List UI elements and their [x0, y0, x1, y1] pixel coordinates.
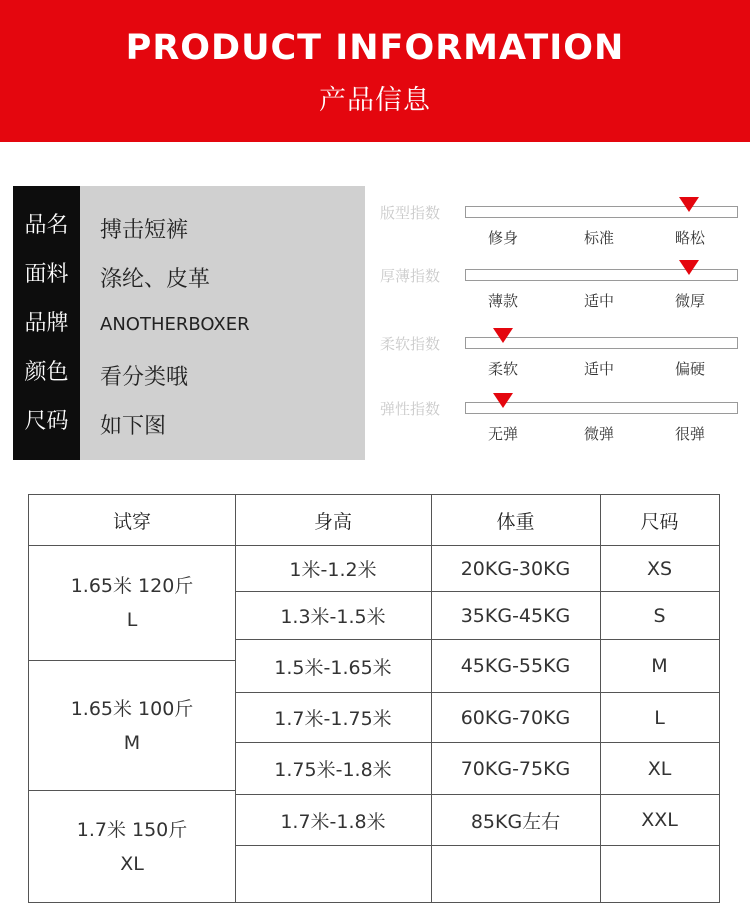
- info-labels-column: [13, 186, 80, 460]
- index-option: 微弹: [584, 425, 615, 443]
- table-cell-height: 1.75米-1.8米: [274, 759, 392, 781]
- size-table: [28, 494, 720, 903]
- info-label-brand: 品牌: [24, 311, 69, 336]
- info-label-fabric: 面料: [24, 262, 69, 287]
- title-chinese: 产品信息: [319, 85, 431, 116]
- table-cell-size: S: [653, 604, 666, 627]
- title-english: PRODUCT INFORMATION: [125, 28, 625, 68]
- index-marker-icon: [679, 260, 699, 275]
- info-value-name: 搏击短裤: [100, 218, 189, 243]
- table-cell-weight: [431, 846, 600, 902]
- table-cell-height: 1.7米-1.8米: [280, 810, 386, 833]
- table-cell-size: L: [654, 706, 665, 729]
- table-cell-size: XXL: [641, 809, 678, 831]
- index-option: 微厚: [675, 292, 706, 310]
- index-name: 柔软指数: [380, 335, 441, 353]
- trial-size: L: [126, 609, 138, 631]
- index-softness: [380, 333, 740, 383]
- header-trial: 试穿: [112, 510, 151, 533]
- index-option: 适中: [584, 360, 615, 378]
- table-cell-size: XS: [646, 557, 673, 580]
- info-label-color: 颜色: [24, 360, 69, 385]
- index-name: 版型指数: [380, 204, 441, 222]
- index-option: 偏硬: [675, 360, 706, 378]
- index-thickness: [380, 265, 740, 315]
- trial-body: 1.65米 120斤: [70, 575, 194, 597]
- index-option: 很弹: [675, 425, 706, 443]
- product-info-block: [13, 186, 365, 460]
- table-cell-size: XL: [647, 757, 672, 780]
- table-cell-weight: 85KG左右: [470, 810, 561, 833]
- table-cell-height: 1米-1.2米: [289, 559, 377, 581]
- index-option: 标准: [584, 229, 615, 247]
- trial-cell: [29, 791, 235, 902]
- trial-size: XL: [120, 852, 144, 875]
- trial-size: M: [123, 731, 141, 754]
- index-marker-icon: [493, 328, 513, 343]
- table-cell-size: [600, 846, 719, 902]
- index-elasticity: [380, 398, 740, 448]
- table-cell-height: 1.3米-1.5米: [280, 606, 386, 628]
- index-option: 薄款: [488, 292, 519, 310]
- index-option: 柔软: [488, 360, 519, 378]
- header-height: 身高: [313, 510, 352, 533]
- info-value-fabric: 涤纶、皮革: [100, 267, 211, 292]
- info-value-brand: ANOTHERBOXER: [100, 314, 250, 335]
- trial-cell: [29, 661, 235, 790]
- table-cell-height: 1.7米-1.75米: [274, 708, 392, 730]
- info-values-column: [80, 186, 365, 460]
- index-name: 弹性指数: [380, 400, 441, 418]
- table-cell-size: M: [651, 655, 668, 677]
- index-option: 修身: [488, 229, 519, 247]
- table-cell-weight: 35KG-45KG: [460, 604, 571, 627]
- index-fit: [380, 202, 740, 252]
- index-option: 略松: [675, 229, 706, 247]
- index-bar: [465, 402, 738, 414]
- trial-body: 1.65米 100斤: [70, 697, 194, 720]
- index-bar: [465, 269, 738, 281]
- index-bar: [465, 206, 738, 218]
- table-cell-height: 1.5米-1.65米: [274, 656, 392, 679]
- index-marker-icon: [679, 197, 699, 212]
- table-cell-height: [235, 846, 431, 902]
- index-bar: [465, 337, 738, 349]
- trial-body: 1.7米 150斤: [76, 818, 188, 841]
- header-banner: [0, 0, 750, 142]
- header-size: 尺码: [640, 510, 679, 533]
- info-label-size: 尺码: [24, 409, 69, 434]
- table-cell-weight: 45KG-55KG: [460, 655, 571, 677]
- info-label-name: 品名: [24, 213, 69, 238]
- table-cell-weight: 20KG-30KG: [460, 557, 571, 580]
- table-cell-weight: 60KG-70KG: [460, 706, 571, 729]
- index-option: 适中: [584, 292, 615, 310]
- index-name: 厚薄指数: [380, 267, 441, 285]
- info-value-size: 如下图: [100, 414, 167, 439]
- trial-cell: [29, 546, 235, 660]
- table-cell-weight: 70KG-75KG: [460, 757, 571, 780]
- info-value-color: 看分类哦: [100, 365, 189, 390]
- index-option: 无弹: [488, 425, 519, 443]
- index-marker-icon: [493, 393, 513, 408]
- header-weight: 体重: [496, 510, 535, 533]
